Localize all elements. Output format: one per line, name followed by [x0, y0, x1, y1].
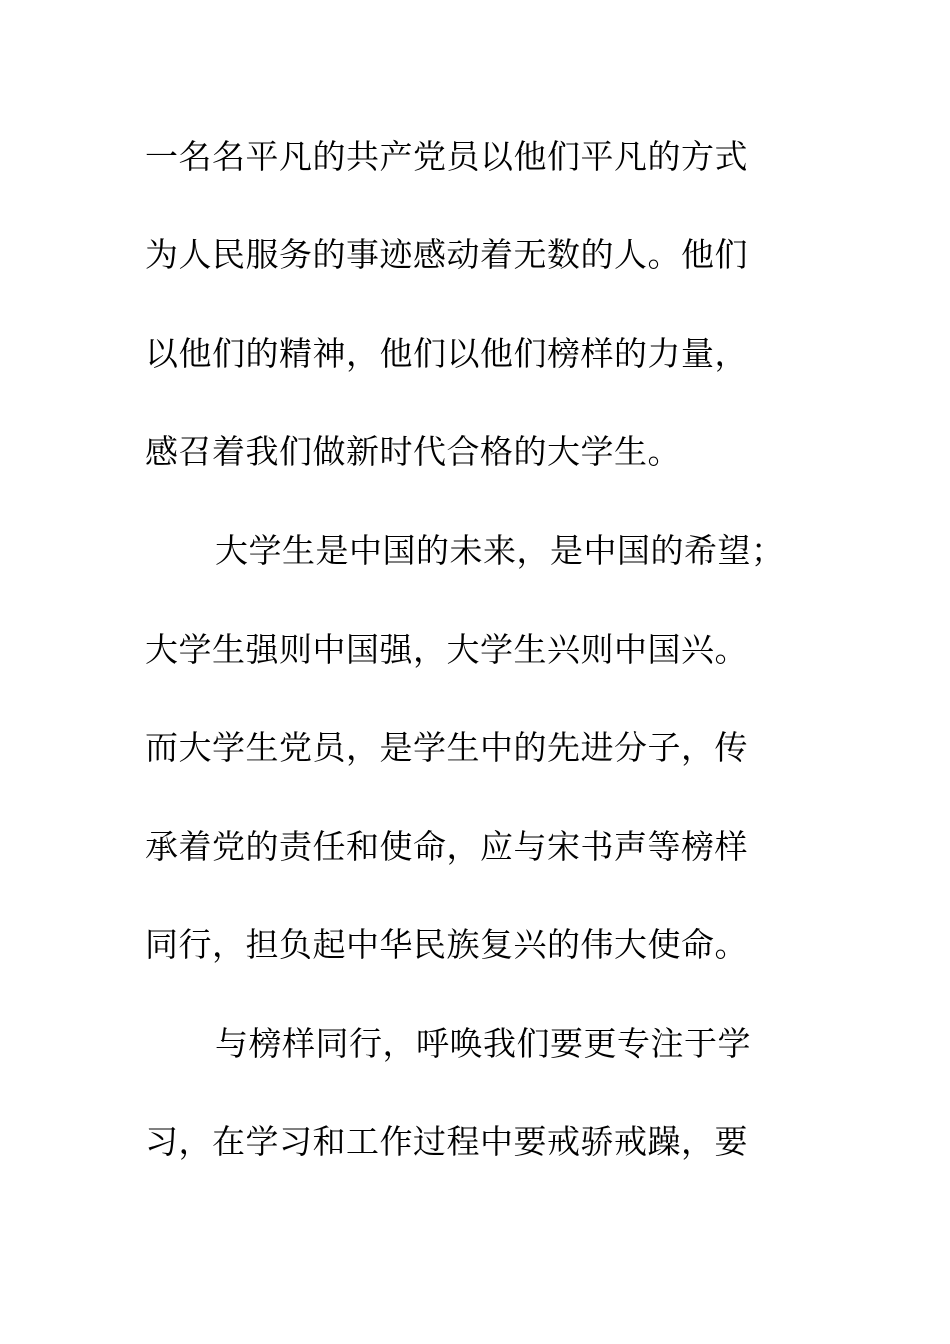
text-line: 一名名平凡的共产党员以他们平凡的方式 [145, 137, 748, 176]
paragraph-first-line: 与榜样同行，呼唤我们要更专注于学 [215, 1024, 751, 1063]
text-line: 承着党的责任和使命，应与宋书声等榜样 [145, 827, 748, 866]
text-line: 同行，担负起中华民族复兴的伟大使命。 [145, 925, 748, 964]
text-line: 感召着我们做新时代合格的大学生。 [145, 432, 681, 471]
paragraph-first-line: 大学生是中国的未来，是中国的希望； [215, 531, 785, 570]
text-line: 大学生强则中国强，大学生兴则中国兴。 [145, 630, 748, 669]
text-line: 而大学生党员，是学生中的先进分子，传 [145, 728, 748, 767]
text-line: 为人民服务的事迹感动着无数的人。他们 [145, 235, 748, 274]
text-line: 习，在学习和工作过程中要戒骄戒躁，要 [145, 1122, 748, 1161]
text-line: 以他们的精神，他们以他们榜样的力量， [145, 334, 748, 373]
